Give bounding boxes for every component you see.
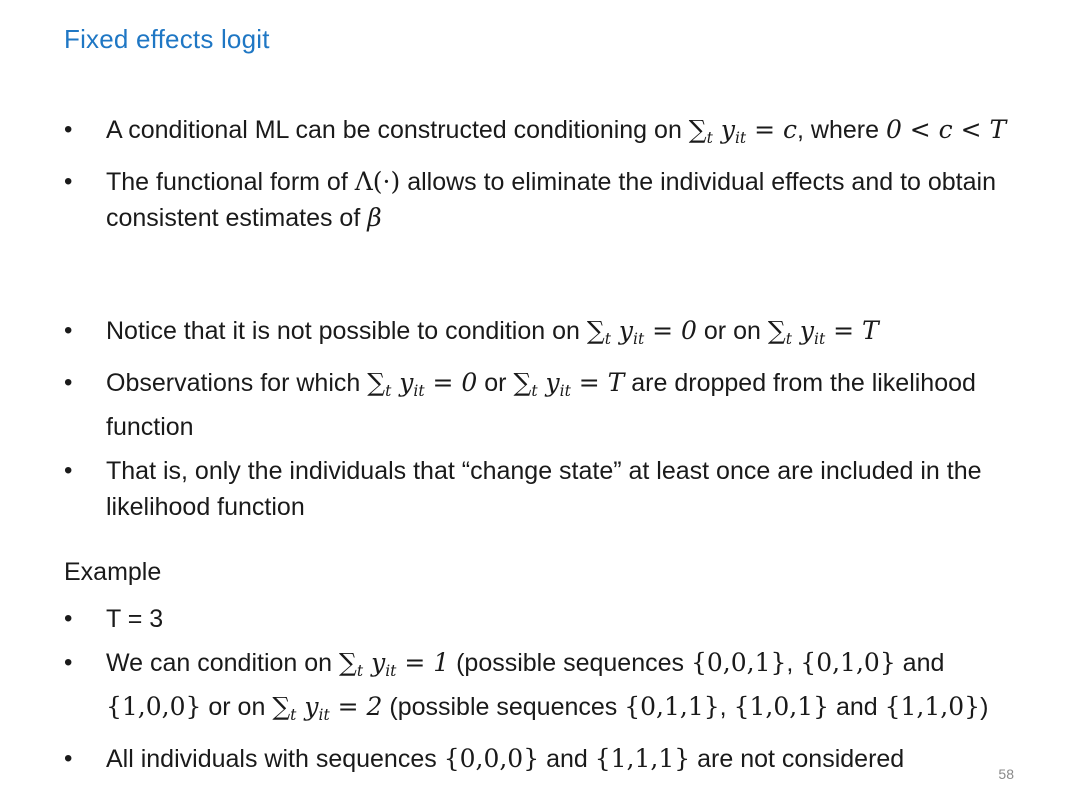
text: allows to eliminate the individual effects and to obtain consistent estimates of	[106, 167, 996, 232]
math-var: y	[363, 648, 386, 677]
subscript: t	[385, 381, 392, 400]
subscript: it	[318, 705, 330, 724]
text: or	[477, 368, 514, 397]
sequence: {0,1,0}	[800, 648, 896, 677]
math-var: β	[367, 202, 382, 232]
subscript: t	[785, 329, 792, 348]
math-expr: 0 < c < T	[885, 115, 1007, 144]
page-number: 58	[998, 766, 1014, 782]
bullet-condition-sequences	[64, 645, 1024, 733]
subscript: t	[706, 128, 713, 147]
bullet-observations	[64, 365, 1024, 445]
sequence: {1,0,1}	[733, 691, 830, 721]
slide-title: Fixed effects logit	[64, 24, 270, 54]
math-var: y	[712, 115, 735, 144]
bullet-list-example	[64, 601, 1024, 785]
subscript: it	[633, 329, 645, 348]
sum-symbol: ∑	[339, 648, 357, 677]
text: are not considered	[690, 744, 905, 773]
math-expr: Λ(·)	[354, 166, 401, 196]
text: ,	[786, 649, 801, 677]
text: are dropped from the likelihood function	[106, 368, 976, 441]
subscript: it	[559, 381, 571, 400]
bullet-list-conditional-ml	[64, 112, 1024, 244]
sum-symbol: ∑	[688, 115, 707, 144]
sum-symbol: ∑	[272, 691, 291, 721]
sequence: {1,1,1}	[594, 743, 691, 773]
text: That is, only the individuals that “change state” at least once are included in the likelihood function	[106, 456, 982, 521]
text: or on	[201, 692, 273, 721]
math-var: y	[391, 367, 414, 397]
math-expr: = 2	[329, 691, 383, 721]
bullet-conditional-ml	[64, 112, 1024, 156]
bullet-t-equals-3	[64, 601, 1024, 637]
sum-symbol: ∑	[767, 316, 786, 345]
text: All individuals with sequences	[106, 744, 444, 773]
math-expr: = 0	[424, 367, 478, 397]
math-expr: = T	[825, 316, 879, 345]
text: (possible sequences	[382, 692, 625, 721]
text: Notice that it is not possible to condition on	[106, 317, 587, 345]
sum-symbol: ∑	[367, 367, 386, 397]
math-expr: = c	[746, 115, 797, 144]
text: ,	[719, 692, 734, 721]
text: and	[829, 692, 885, 721]
math-var: y	[791, 316, 814, 345]
math-expr: = 0	[644, 316, 697, 345]
sum-symbol: ∑	[586, 316, 605, 345]
bullet-notice	[64, 313, 1024, 357]
sequence: {1,0,0}	[106, 691, 202, 721]
subscript: it	[385, 661, 397, 680]
sequence: {0,0,1}	[690, 648, 787, 677]
text: The functional form of	[106, 167, 355, 196]
math-var: y	[537, 367, 560, 397]
subscript: t	[356, 661, 364, 680]
bullet-functional-form	[64, 164, 1024, 236]
subscript: it	[814, 329, 826, 348]
math-var: y	[610, 316, 634, 345]
subscript: it	[413, 381, 425, 400]
bullet-not-considered	[64, 741, 1024, 777]
sequence: {1,1,0}	[884, 691, 981, 721]
text: )	[980, 692, 989, 721]
text: Observations for which	[106, 368, 368, 397]
math-expr: = 1	[396, 648, 450, 677]
subscript: t	[604, 329, 611, 348]
text: We can condition on	[106, 649, 340, 677]
sum-symbol: ∑	[513, 367, 532, 397]
text: and	[539, 744, 595, 773]
math-expr: = T	[570, 367, 625, 397]
sequence: {0,1,1}	[624, 691, 720, 721]
text: (possible sequences	[449, 649, 691, 677]
subscript: t	[531, 381, 538, 400]
sequence: {0,0,0}	[443, 743, 540, 773]
bullet-change-state	[64, 453, 1024, 525]
text: or on	[696, 317, 768, 345]
subscript: t	[290, 705, 297, 724]
text: , where	[797, 116, 886, 144]
bullet-list-conditions	[64, 313, 1024, 533]
text: A conditional ML can be constructed conditioning on	[106, 116, 689, 144]
example-heading: Example	[64, 558, 162, 586]
text: and	[895, 649, 945, 677]
subscript: it	[734, 128, 747, 147]
text: T = 3	[106, 605, 164, 633]
math-var: y	[296, 691, 319, 721]
